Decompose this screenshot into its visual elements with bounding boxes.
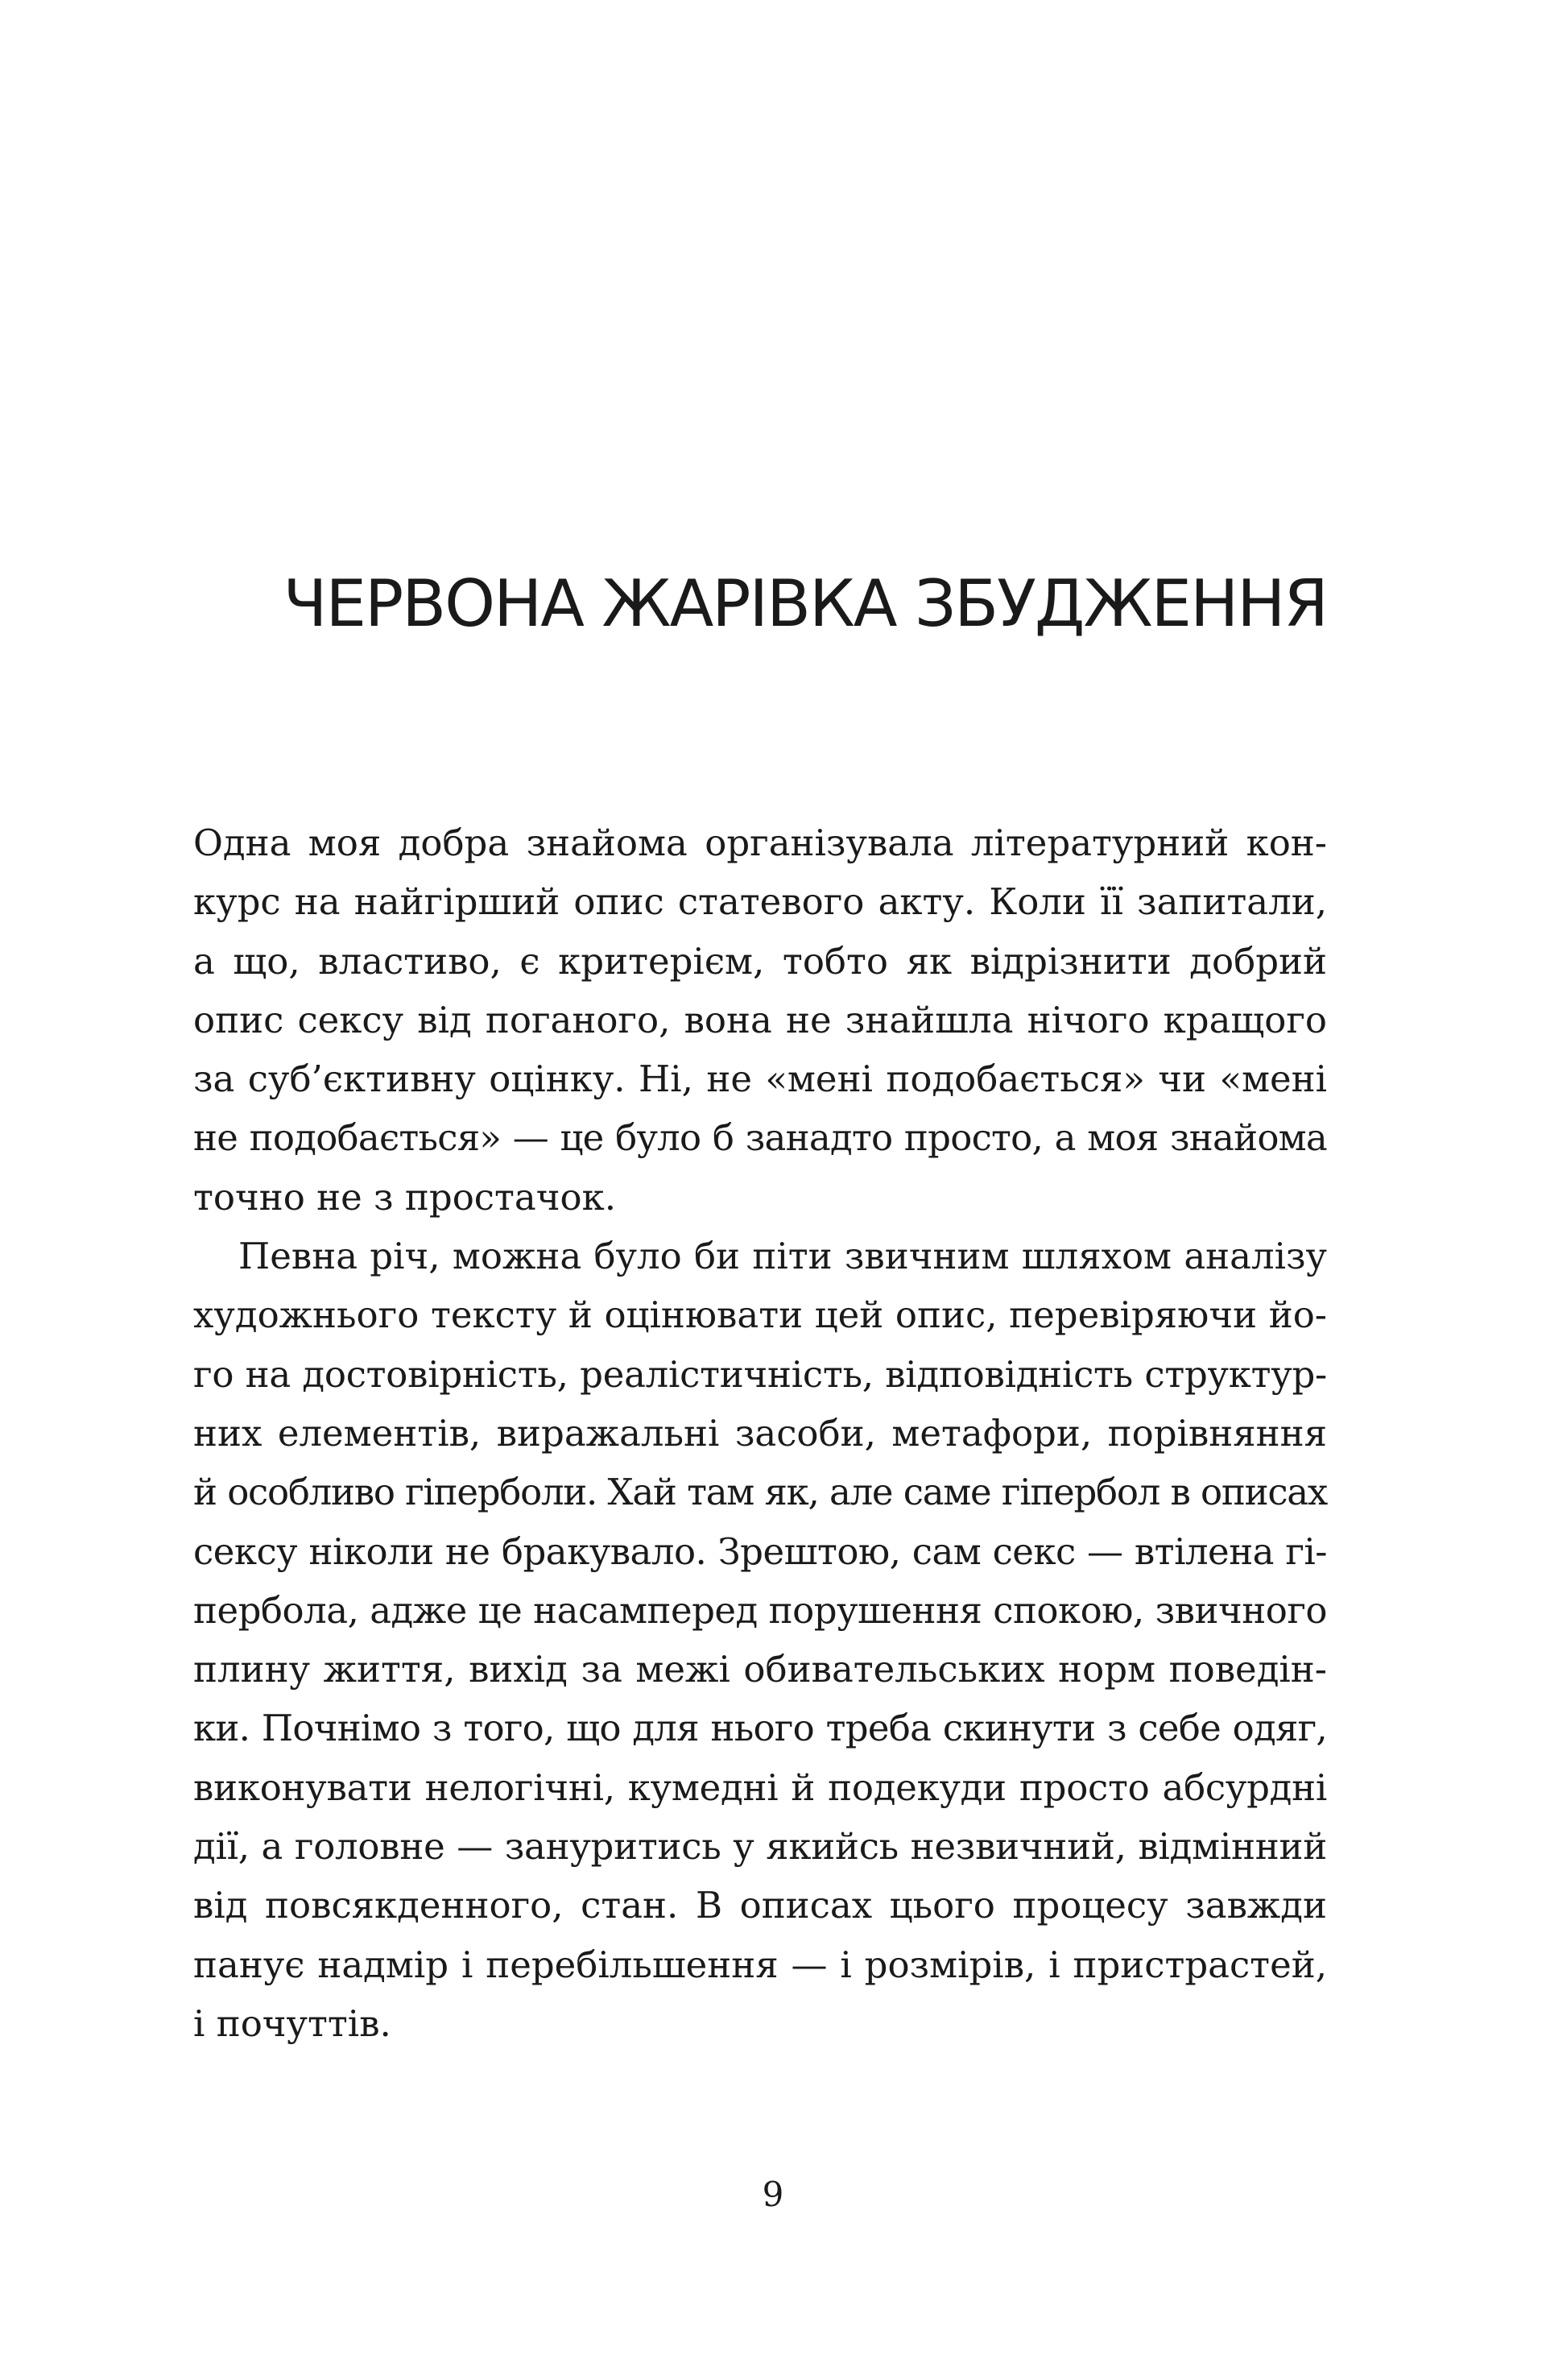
chapter-title: ЧЕРВОНА ЖАРІВКА ЗБУДЖЕННЯ <box>283 566 1327 641</box>
text-line: плину життя, вихід за межі обивательських норм поведін- <box>193 1648 1327 1691</box>
text-line: і почуттів. <box>193 2001 391 2045</box>
text-line: панує надмір і перебільшення — і розмірів, і пристрастей, <box>193 1943 1327 1986</box>
text-line: Певна річ, можна було би піти звичним шляхом аналізу <box>238 1235 1327 1278</box>
text-line: виконувати нелогічні, кумедні й подекуди просто абсурдні <box>193 1765 1327 1809</box>
text-line: й особливо гіперболи. Хай там як, але саме гіпербол в описах <box>193 1471 1327 1514</box>
text-line: Одна моя добра знайома організувала літературний кон- <box>193 822 1327 864</box>
text-line: курс на найгірший опис статевого акту. Коли її запитали, <box>193 880 1327 924</box>
text-line: сексу ніколи не бракувало. Зрештою, сам секс — втілена гі- <box>193 1529 1327 1573</box>
text-line: за суб’єктивну оцінку. Ні, не «мені подобається» чи «мені <box>193 1058 1327 1101</box>
text-line: художнього тексту й оцінювати цей опис, перевіряючи йо- <box>193 1293 1327 1337</box>
text-line: а що, властиво, є критерієм, тобто як відрізнити добрий <box>193 939 1327 983</box>
text-line: пербола, адже це насамперед порушення спокою, звичного <box>193 1588 1327 1632</box>
page-number: 9 <box>762 2175 784 2214</box>
text-line: них елементів, виражальні засоби, метафори, порівняння <box>193 1411 1327 1455</box>
paragraph-2 <box>193 1227 1327 2053</box>
paragraph-1 <box>193 813 1327 1227</box>
text-line: дії, а головне — зануритись у якийсь незвичний, відмінний <box>193 1825 1327 1869</box>
body-text <box>193 813 1327 2053</box>
text-line: ки. Почнімо з того, що для нього треба скинути з себе одяг, <box>193 1707 1327 1750</box>
text-line: від повсякденного, стан. В описах цього процесу завжди <box>193 1884 1327 1927</box>
text-line: не подобається» — це було б занадто просто, а моя знайома <box>193 1116 1327 1160</box>
text-line: го на достовірність, реалістичність, відповідність структур- <box>193 1352 1327 1396</box>
text-line: опис сексу від поганого, вона не знайшла нічого кращого <box>193 998 1327 1041</box>
text-line: точно не з простачок. <box>193 1175 616 1219</box>
